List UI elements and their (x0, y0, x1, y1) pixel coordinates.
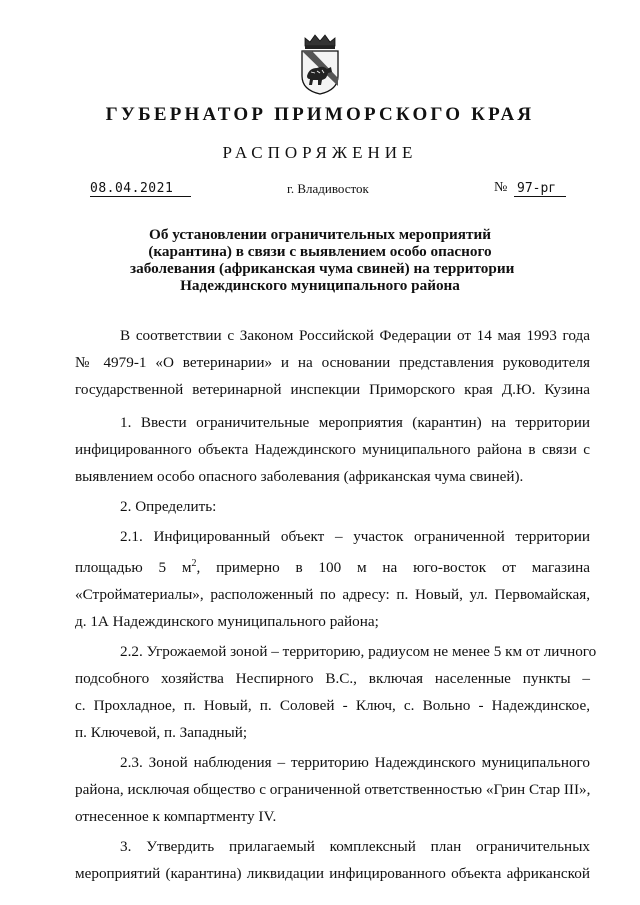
text-fragment: , примерно в 100 м на юго-восток от магазина (196, 559, 590, 577)
text-line (75, 550, 590, 581)
subject-line: (карантина) в связи с выявлением особо опасного (148, 243, 492, 260)
text-line: подсобного хозяйства Неспирного В.С., включая населенные пункты – (75, 670, 590, 688)
paragraph-2-2 (75, 638, 597, 746)
text-line: «Стройматериалы», расположенный по адресу: п. Новый, ул. Первомайская, (75, 586, 590, 604)
org-title: ГУБЕРНАТОР ПРИМОРСКОГО КРАЯ (105, 104, 535, 125)
subject-line: заболевания (африканская чума свиней) на территории (130, 260, 515, 277)
text-line: п. Ключевой, п. Западный; (75, 724, 248, 742)
document-city: г. Владивосток (287, 181, 369, 196)
subject-line: Надеждинского муниципального района (180, 277, 460, 294)
subject-line: Об установлении ограничительных мероприятий (149, 226, 491, 243)
paragraph-3 (75, 833, 590, 887)
text-line: района, исключая общество с ограниченной ответственностью «Грин Стар III», (75, 781, 591, 799)
text-line: д. 1А Надеждинского муниципального района; (75, 613, 379, 631)
text-line: мероприятий (карантина) ликвидации инфицированного объекта африканской (75, 865, 590, 883)
document-date: 08.04.2021 (90, 181, 191, 197)
document-number-label: № (494, 180, 508, 195)
text-line: 2. Определить: (120, 498, 217, 515)
coat-of-arms-icon (297, 32, 343, 96)
text-line: 3. Утвердить прилагаемый комплексный план ограничительных (120, 838, 590, 856)
paragraph-2 (75, 493, 590, 520)
superscript: 2 (191, 558, 197, 569)
text-line: 2.3. Зоной наблюдения – территорию Надеждинского муниципального (120, 754, 590, 772)
text-fragment: площадью 5 м (75, 559, 192, 577)
text-line: выявлением особо опасного заболевания (африканская чума свиней). (75, 468, 524, 485)
text-line: В соответствии с Законом Российской Федерации от 14 мая 1993 года (120, 327, 590, 344)
text-line: инфицированного объекта Надеждинского муниципального района в связи с (75, 441, 590, 458)
preamble-paragraph (75, 322, 590, 403)
text-line: 1. Ввести ограничительные мероприятия (карантин) на территории (120, 414, 590, 431)
paragraph-1 (75, 409, 590, 490)
text-line: отнесенное к компартменту IV. (75, 808, 277, 826)
text-line: 2.1. Инфицированный объект – участок ограниченной территории (120, 528, 590, 545)
text-line: 2.2. Угрожаемой зоной – территорию, радиусом не менее 5 км от личного (120, 643, 597, 661)
paragraph-2-3 (75, 749, 590, 830)
document-subject (130, 226, 515, 294)
text-line: государственной ветеринарной инспекции Приморского края Д.Ю. Кузина (75, 381, 590, 398)
text-line: с. Прохладное, п. Новый, п. Соловей - Ключ, с. Вольно - Надеждинское, (75, 697, 590, 715)
text-line: № 4979-1 «О ветеринарии» и на основании представления руководителя (75, 354, 590, 371)
document-type: РАСПОРЯЖЕНИЕ (222, 143, 418, 162)
document-body (75, 322, 597, 887)
paragraph-2-1 (75, 523, 590, 635)
document-number: 97-рг (514, 181, 566, 197)
